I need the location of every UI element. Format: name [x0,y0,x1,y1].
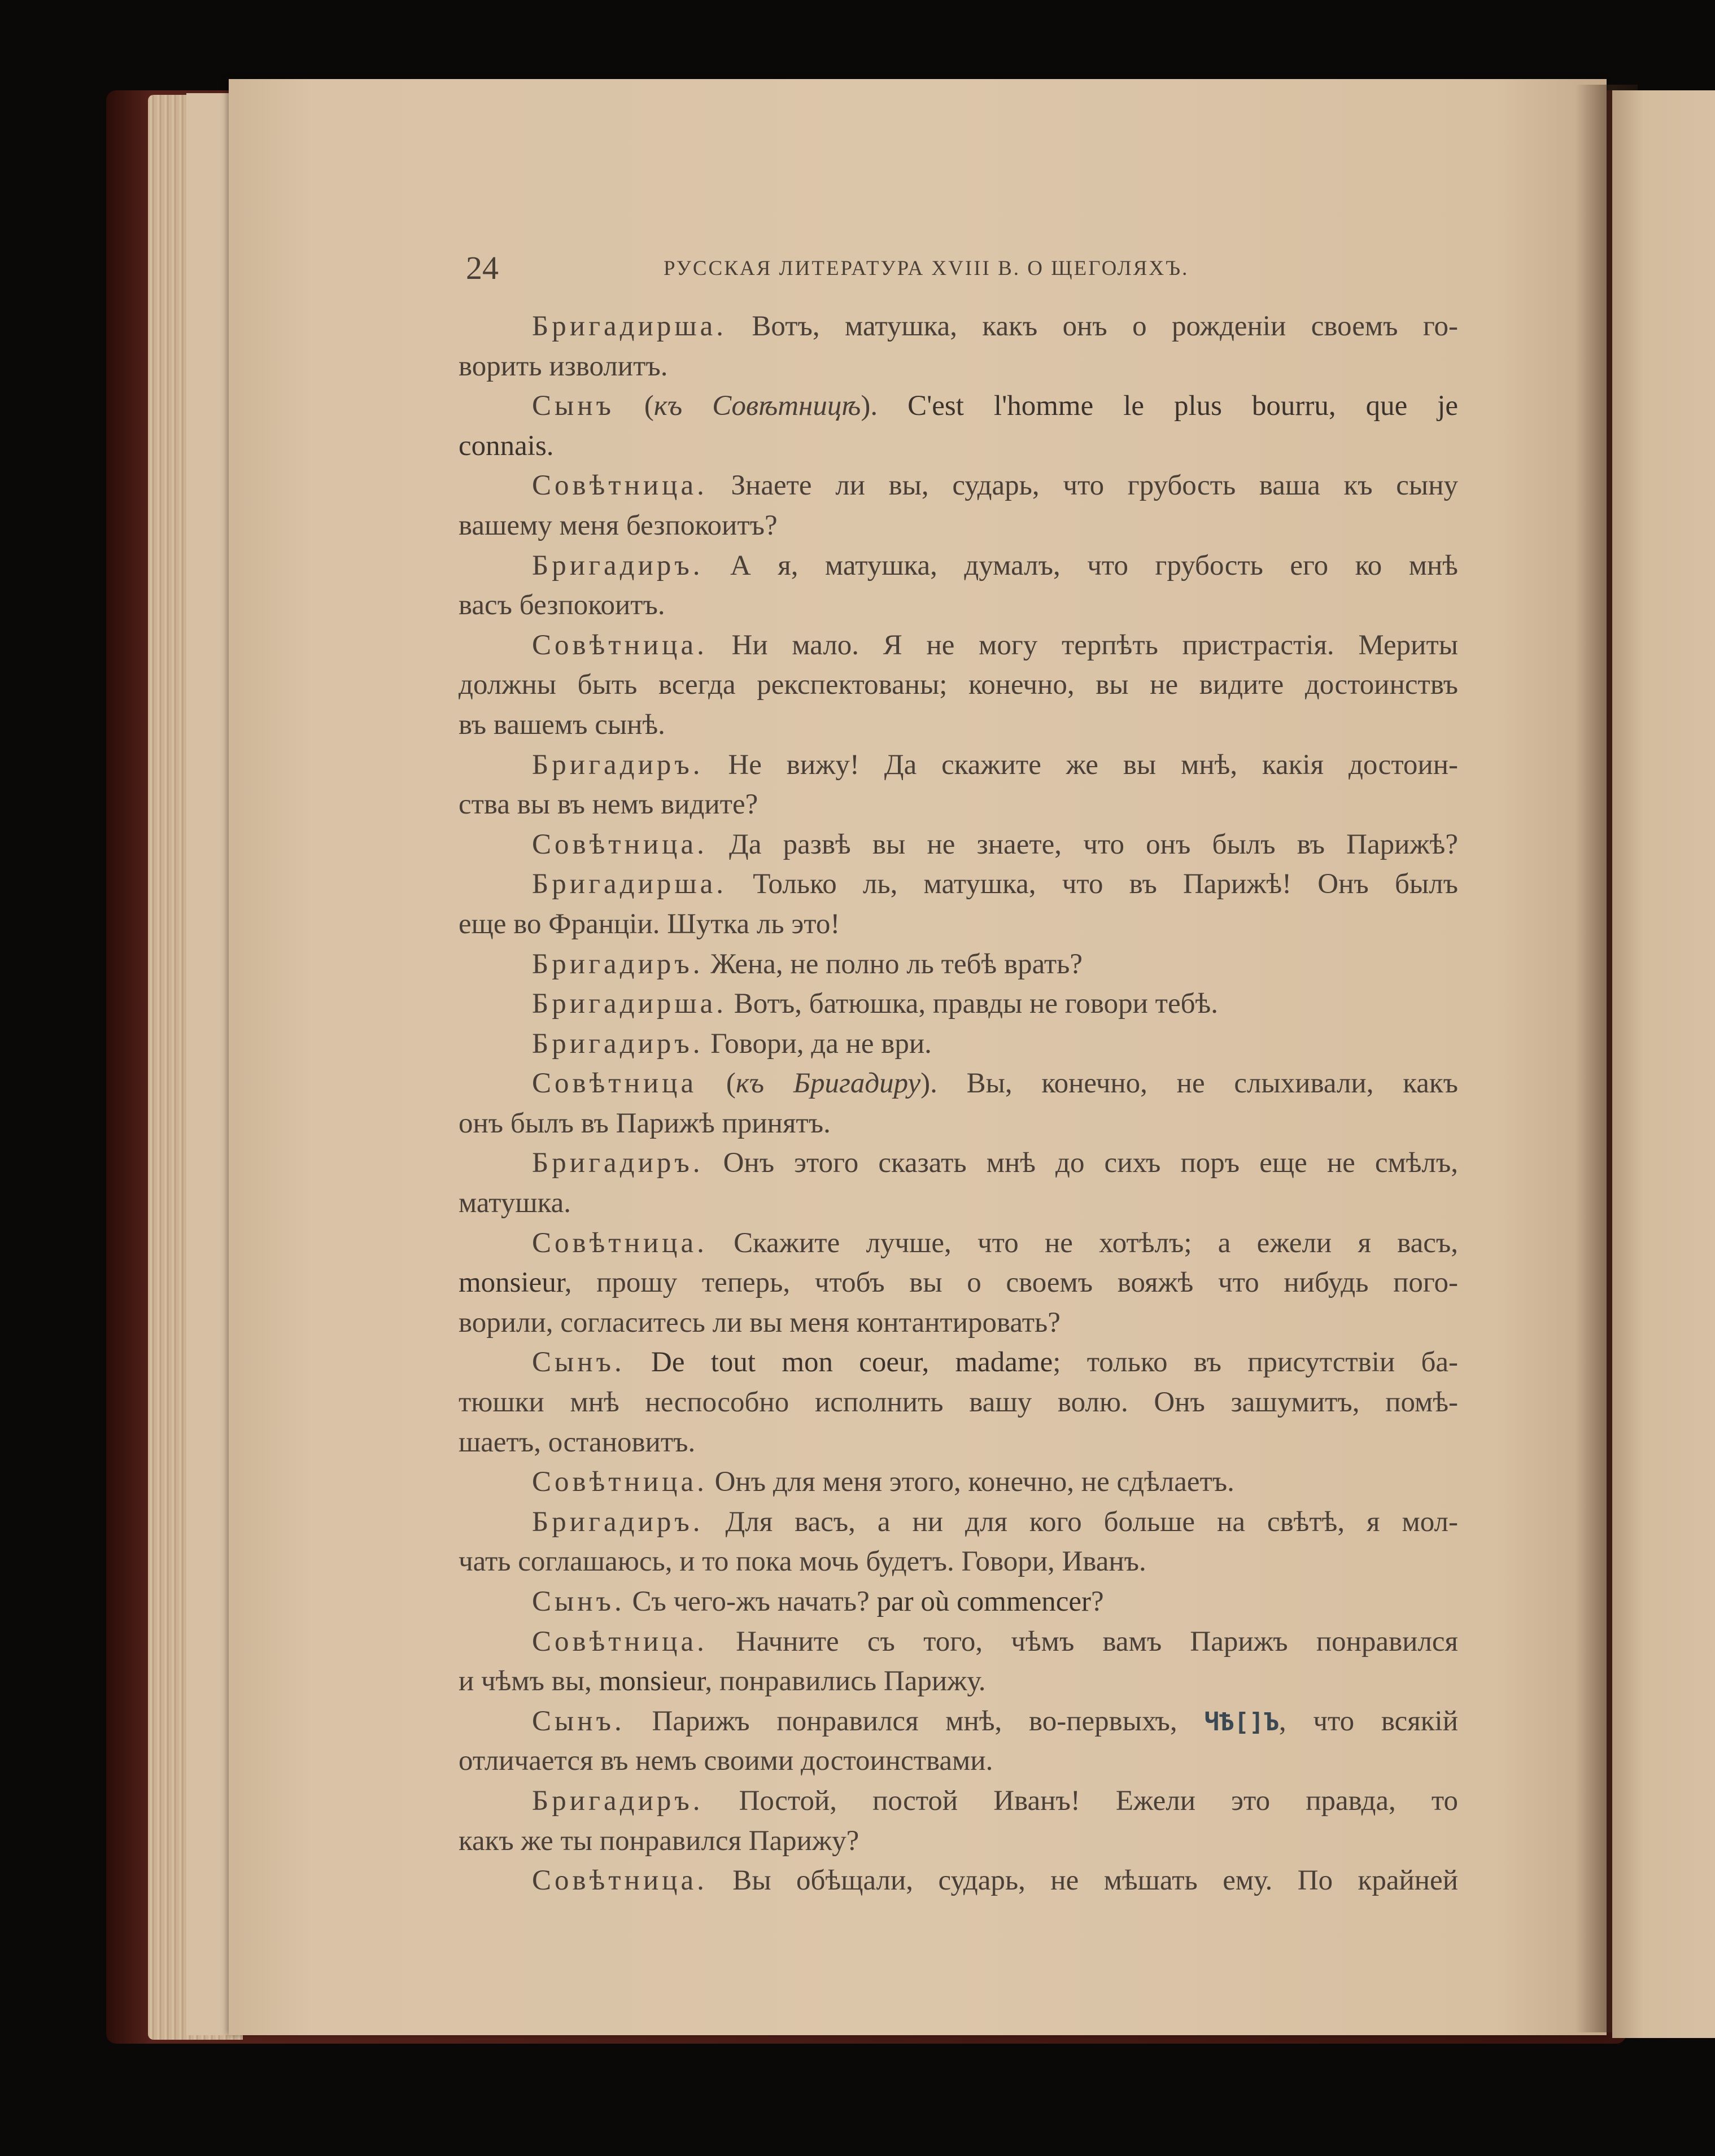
speaker-name: Бригадирша. [532,311,727,342]
speaker-name: Сынъ. [532,1705,625,1737]
text-run: матушка. [459,1187,571,1219]
text-line [459,785,1458,825]
speaker-name: Бригадиръ. [532,948,704,980]
french-phrase: C'est l'homme le plus bourru, que je [907,390,1459,422]
text-line [459,1821,1458,1861]
french-phrase: De tout mon coeur, madame [651,1346,1053,1379]
text-line [459,1861,1458,1901]
text-run: Постой, постой Иванъ! Ежели это правда, то [703,1785,1458,1817]
running-head-title: РУССКАЯ ЛИТЕРАТУРА XVIII В. О ЩЕГОЛЯХЪ. [664,257,1189,280]
text-line [459,904,1458,944]
text-run: , что всякій [1278,1705,1459,1737]
text-line [459,626,1458,666]
text-line [459,466,1458,506]
text-run: тюшки мнѣ неспособно исполнить вашу волю. Онъ зашумитъ, помѣ- [459,1387,1458,1419]
speaker-name: Бригадиръ. [532,1506,704,1538]
text-run: ства вы въ немъ видите? [459,789,758,821]
text-run: Только ль, матушка, что въ Парижѣ! Онъ былъ [727,868,1458,900]
text-run: ? [1090,1586,1104,1617]
facing-page-edge [1612,90,1715,2038]
text-run: Вы обѣщали, сударь, не мѣшать ему. По крайней [707,1865,1458,1897]
text-line [459,1423,1458,1463]
text-run: ( [697,1068,736,1100]
text-run: Не вижу! Да скажите же вы мнѣ, какія достоин- [703,749,1458,781]
speaker-name: Бригадиръ. [532,749,704,781]
text-run: какъ же ты понравился Парижу? [459,1825,859,1857]
text-run: Парижъ понравился мнѣ, во-первыхъ, [625,1705,1205,1737]
text-run: , понравились Парижу. [705,1665,986,1698]
text-line [459,1781,1458,1821]
text-run: должны быть всегда рекспектованы; конечно, вы не видите достоинствъ [459,669,1458,701]
text-body [459,307,1458,1901]
speaker-name: Сынъ. [532,1346,625,1379]
text-line [459,1303,1458,1343]
text-line [459,386,1458,426]
text-line [459,864,1458,904]
french-phrase: par où commencer [876,1586,1091,1617]
text-line [459,1143,1458,1183]
page-number: 24 [466,250,499,286]
text-run [625,1346,651,1378]
text-run: еще во Франціи. Шутка ль это! [459,908,840,940]
speaker-name: Бригадиръ. [532,549,704,581]
speaker-name: Сынъ. [532,1586,625,1617]
text-run: ворить изволитъ. [459,350,668,382]
text-line [459,1622,1458,1662]
text-line [459,1024,1458,1064]
text-line [459,1502,1458,1542]
text-run: Съ чего-жъ начать? [625,1586,877,1617]
speaker-name: Совѣтница [532,1068,697,1100]
text-run: А я, матушка, думалъ, что грубость его ко мнѣ [703,549,1458,581]
text-run: Онъ этого сказать мнѣ до сихъ поръ еще не смѣлъ, [703,1147,1458,1179]
text-line [459,1342,1458,1383]
speaker-name: Бригадиръ. [532,1027,704,1060]
french-phrase: monsieur [459,1267,565,1299]
text-run: Ни мало. Я не могу терпѣть пристрастія. Мериты [707,629,1458,661]
text-run: и чѣмъ вы, [459,1665,599,1698]
text-run: ворили, согласитесь ли вы меня контантировать? [459,1306,1061,1339]
speaker-name: Бригадирша. [532,868,727,900]
french-phrase: connais. [459,430,554,462]
french-phrase: monsieur [599,1665,705,1698]
text-line [459,585,1458,626]
text-run: Да развѣ вы не знаете, что онъ былъ въ Парижѣ? [707,828,1458,860]
text-line [459,1383,1458,1423]
speaker-name: Совѣтница. [532,1227,708,1259]
text-run: ; только въ присутствіи ба- [1053,1346,1459,1379]
text-run: въ вашемъ сынѣ. [459,709,665,741]
text-line [459,506,1458,546]
text-line [459,307,1458,347]
speaker-name: Совѣтница. [532,629,708,661]
text-run: Говори, да не ври. [703,1027,932,1060]
text-run: чать соглашаюсь, и то пока мочь будетъ. Говори, Иванъ. [459,1546,1146,1578]
speaker-name: Бригадиръ. [532,1147,704,1179]
text-run: вашему меня безпокоитъ? [459,509,778,541]
text-line [459,1064,1458,1104]
text-run: васъ безпокоитъ. [459,589,665,622]
speaker-name: Совѣтница. [532,1625,708,1658]
text-run: онъ былъ въ Парижѣ принятъ. [459,1107,831,1139]
text-line [459,1582,1458,1622]
text-run: Вотъ, батюшка, правды не говори тебѣ. [727,988,1218,1020]
text-line [459,1104,1458,1144]
text-run: Знаете ли вы, сударь, что грубость ваша къ сыну [707,470,1458,502]
text-run: ( [614,390,654,422]
text-line [459,1542,1458,1582]
text-line [459,347,1458,387]
text-line [459,546,1458,586]
text-line [459,1702,1458,1742]
running-head [466,248,1454,288]
text-run: Онъ для меня этого, конечно, не сдѣлаетъ. [707,1466,1234,1498]
stage-direction: къ Бригадиру [735,1068,921,1100]
text-line [459,745,1458,785]
text-run: отличается въ немъ своими достоинствами. [459,1745,993,1777]
speaker-name: Совѣтница. [532,470,708,502]
text-line [459,1263,1458,1303]
speaker-name: Сынъ [532,390,614,422]
text-line [459,1183,1458,1223]
text-line [459,944,1458,985]
speaker-name: Бригадирша. [532,988,727,1020]
text-run: шаетъ, остановитъ. [459,1426,696,1458]
text-run: Начните съ того, чѣмъ вамъ Парижъ понравился [707,1625,1458,1658]
text-run: Скажите лучше, что не хотѣлъ; а ежели я васъ, [707,1227,1458,1259]
text-line [459,665,1458,705]
text-run: Жена, не полно ль тебѣ врать? [703,948,1083,980]
text-run: Для васъ, а ни для кого больше на свѣтѣ, я мол- [703,1506,1458,1538]
text-line [459,1223,1458,1263]
text-line [459,984,1458,1024]
text-run: Вотъ, матушка, какъ онъ о рожденіи своемъ го- [727,311,1458,342]
text-run: ЧѢ[]Ъ [1204,1707,1279,1737]
speaker-name: Совѣтница. [532,1466,708,1498]
text-run: ). Вы, конечно, не слыхивали, какъ [920,1068,1458,1100]
text-line [459,705,1458,745]
speaker-name: Совѣтница. [532,1865,708,1897]
stage-direction: къ Совѣтницѣ [653,390,861,422]
text-line [459,1462,1458,1502]
speaker-name: Бригадиръ. [532,1785,704,1817]
text-line [459,825,1458,865]
text-line [459,1661,1458,1702]
text-line [459,1741,1458,1781]
text-line [459,426,1458,466]
text-run: , прошу теперь, чтобъ вы о своемъ вояжѣ что нибудь пого- [564,1267,1458,1299]
text-run: ). [861,390,908,422]
speaker-name: Совѣтница. [532,828,708,860]
